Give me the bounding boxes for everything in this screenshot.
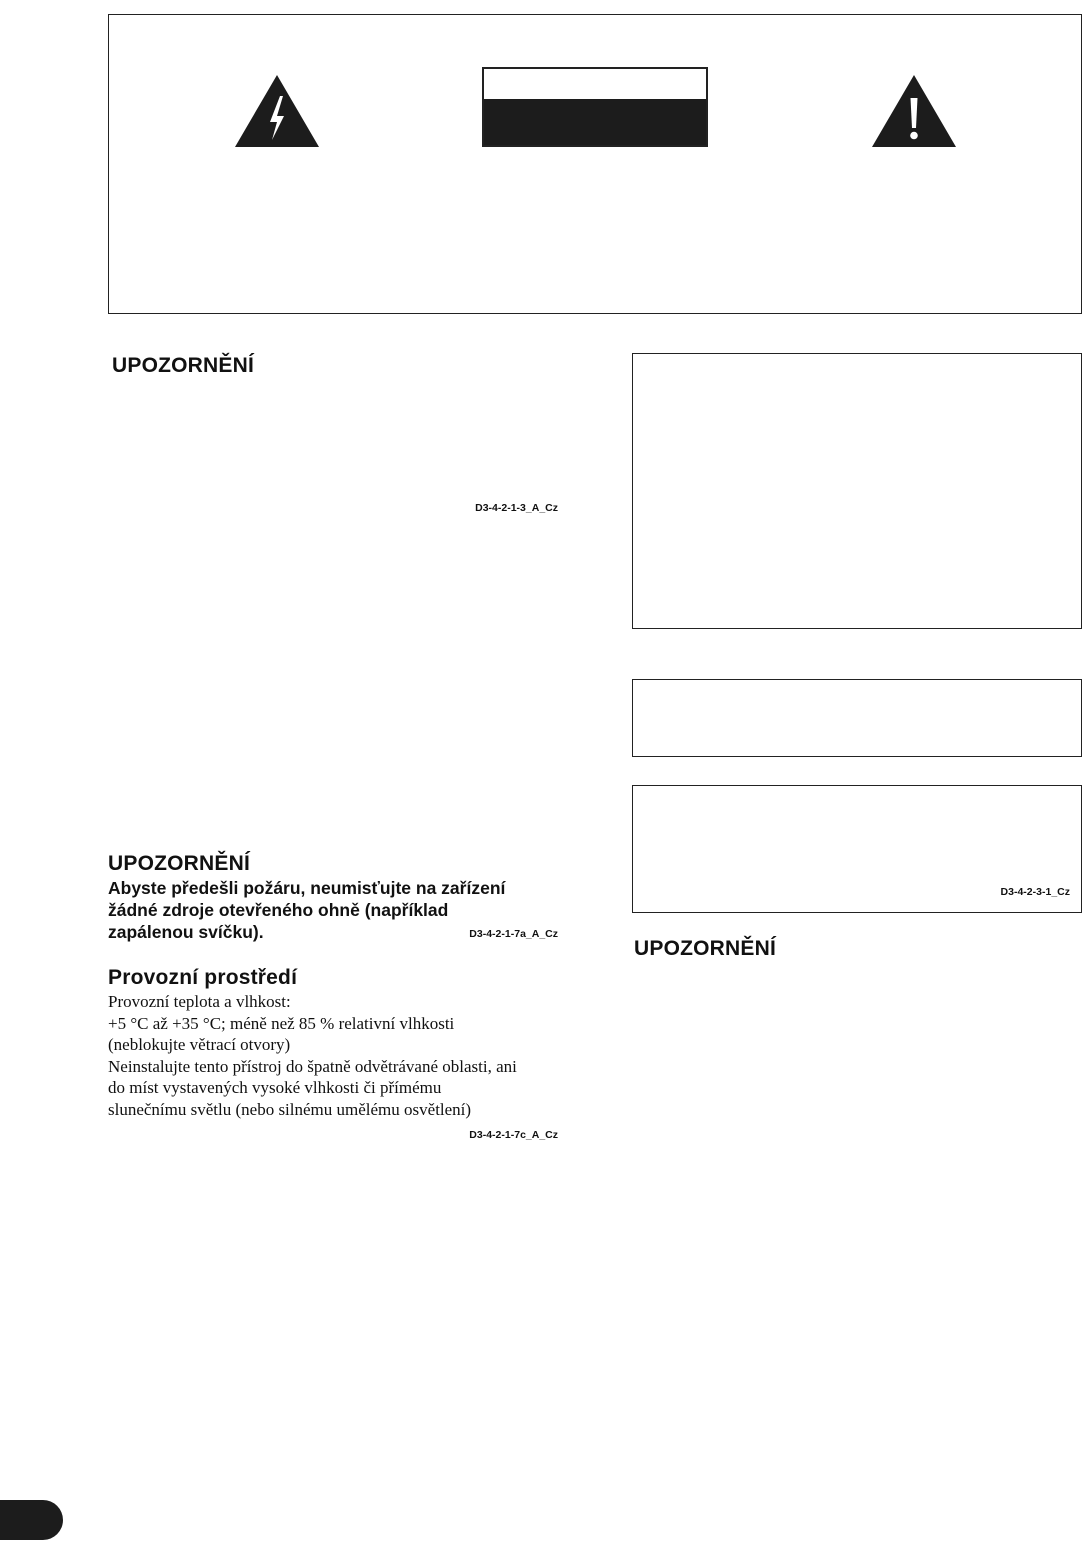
exclamation-warning-icon bbox=[871, 74, 957, 148]
caution-label-icon bbox=[482, 67, 708, 147]
caution-label-band bbox=[484, 99, 706, 145]
environment-line: slunečnímu světlu (nebo silnému umělému osvětlení) bbox=[108, 1099, 472, 1119]
caution-heading-4: UPOZORNĚNÍ bbox=[634, 937, 777, 960]
fire-warning-line: zapálenou svíčku). bbox=[108, 922, 264, 942]
doc-code-2: D3-4-2-1-7a_A_Cz bbox=[469, 928, 558, 940]
doc-code-1: D3-4-2-1-3_A_Cz bbox=[475, 502, 558, 514]
right-box-1 bbox=[632, 353, 1082, 629]
environment-text bbox=[108, 991, 578, 1120]
lightning-warning-icon bbox=[234, 74, 320, 148]
environment-line: (neblokujte větrací otvory) bbox=[108, 1035, 291, 1054]
right-box-2 bbox=[632, 679, 1082, 757]
doc-code-4: D3-4-2-3-1_Cz bbox=[1000, 886, 1070, 898]
environment-heading: Provozní prostředí bbox=[108, 966, 298, 989]
environment-line: Provozní teplota a vlhkost: bbox=[108, 992, 291, 1011]
caution-heading-1: UPOZORNĚNÍ bbox=[112, 354, 255, 377]
fire-warning-line: žádné zdroje otevřeného ohně (například bbox=[108, 900, 449, 920]
environment-line: do míst vystavených vysoké vlhkosti či přímému bbox=[108, 1078, 442, 1097]
doc-code-3: D3-4-2-1-7c_A_Cz bbox=[469, 1129, 558, 1141]
top-warning-box bbox=[108, 14, 1082, 314]
environment-line: Neinstalujte tento přístroj do špatně odvětrávané oblasti, ani bbox=[108, 1056, 517, 1076]
caution-heading-2: UPOZORNĚNÍ bbox=[108, 852, 251, 875]
fire-warning-line: Abyste předešli požáru, neumisťujte na zařízení bbox=[108, 878, 506, 898]
page-number-tab bbox=[0, 1500, 63, 1540]
environment-line: +5 °C až +35 °C; méně než 85 % relativní vlhkosti bbox=[108, 1013, 455, 1033]
